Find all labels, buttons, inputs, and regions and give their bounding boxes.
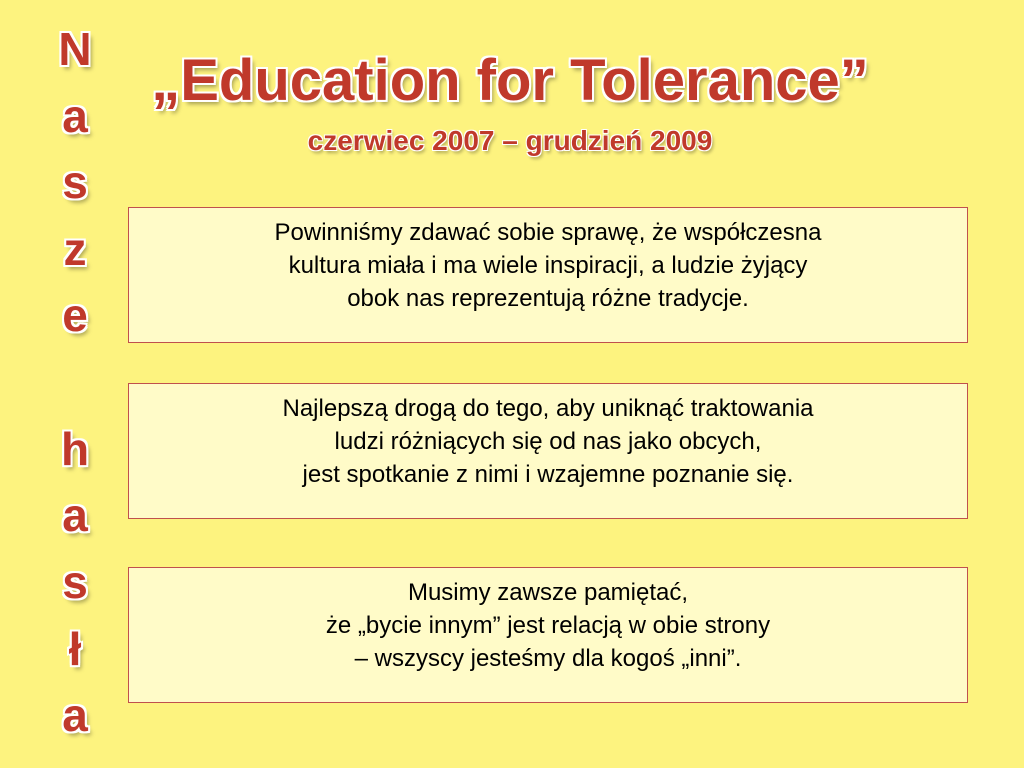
text-line: ludzi różniących się od nas jako obcych, — [334, 428, 762, 455]
text-line: jest spotkanie z nimi i wzajemne poznanie się. — [302, 461, 794, 488]
text-line: Powinniśmy zdawać sobie sprawę, że współczesna — [274, 219, 822, 246]
vertical-letter: N — [58, 23, 92, 75]
vertical-letter: a — [62, 489, 88, 541]
vertical-letter: ł — [68, 623, 82, 675]
text-box — [128, 567, 968, 703]
text-line: że „bycie innym” jest relacją w obie strony — [325, 612, 771, 639]
text-line: Najlepszą drogą do tego, aby uniknąć traktowania — [282, 395, 814, 422]
text-line: Musimy zawsze pamiętać, — [407, 579, 689, 606]
text-line: kultura miała i ma wiele inspiracji, a ludzie żyjący — [288, 252, 808, 279]
page-subtitle: czerwiec 2007 – grudzień 2009 — [307, 125, 713, 156]
vertical-letter: s — [62, 556, 88, 608]
page-title: „Education for Tolerance” — [151, 48, 869, 113]
vertical-heading — [40, 23, 110, 756]
vertical-letter: e — [62, 289, 88, 341]
vertical-letter: z — [63, 223, 87, 275]
text-box — [128, 207, 968, 343]
text-box — [128, 383, 968, 519]
vertical-letter: h — [60, 423, 90, 475]
vertical-letter: a — [62, 689, 88, 741]
text-line: obok nas reprezentują różne tradycje. — [347, 285, 749, 312]
vertical-letter: s — [62, 156, 88, 208]
vertical-letter: a — [62, 90, 88, 142]
text-line: – wszyscy jesteśmy dla kogoś „inni”. — [354, 645, 742, 672]
